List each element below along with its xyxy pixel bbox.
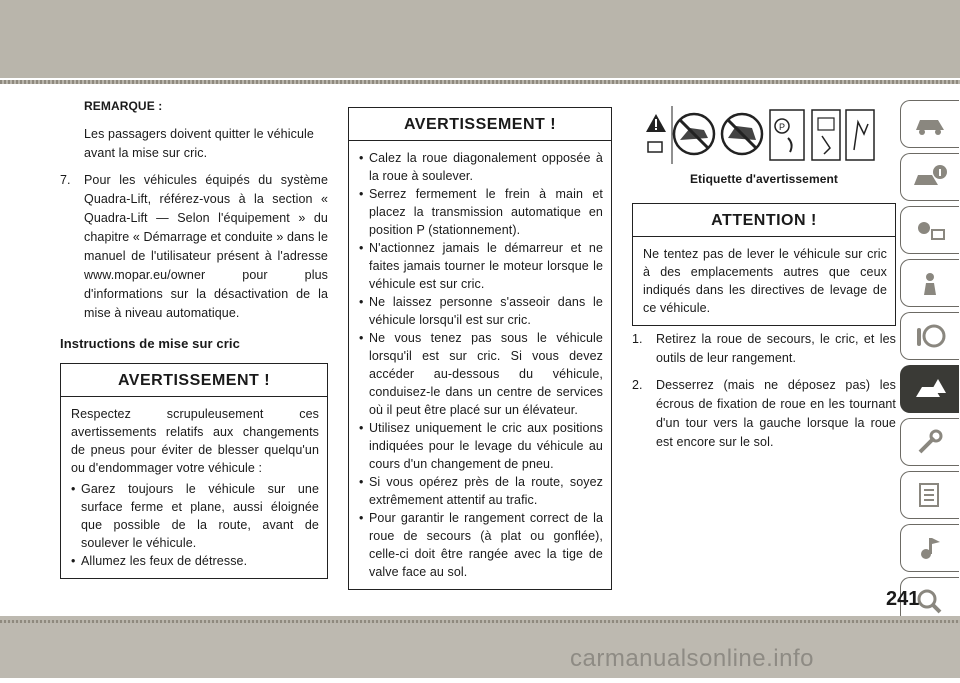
tab-car-info[interactable] [900,153,959,201]
warning-bullets [71,480,319,570]
step-text: Retirez la roue de secours, le cric, et les outils de leur rangement. [656,332,896,365]
tab-safety[interactable] [900,259,959,307]
warning-title: AVERTISSEMENT ! [61,364,327,397]
top-band [0,0,960,78]
page-number: 241 [886,588,920,610]
step-number: 2. [632,378,643,392]
bullet-item: • Calez la roue diagonalement opposée à la roue à soulever. [359,151,603,183]
bullet-item: • Ne vous tenez pas sous le véhicule lorsqu'il est sur cric. Si vous devez accéder au-dessous du véhicule, conduisez-le dans un centre de services où il peut être placé sur un élévateur. [359,331,603,417]
bullet-item: • Allumez les feux de détresse. [71,554,248,568]
warning-intro: Respectez scrupuleusement ces avertissements relatifs aux changements de pneus pour éviter de blesser quelqu'un ou d'endommager votre véhicule : [71,407,319,475]
tab-warning-lights[interactable] [900,206,959,254]
top-stripe [0,80,960,84]
warning-box-middle [348,107,612,590]
warning-body [349,141,611,589]
tab-steering-wheel[interactable] [900,312,959,360]
left-column [60,97,328,579]
specifications-icon [912,481,948,509]
bullet-item: • Ne laissez personne s'asseoir dans le véhicule lorsqu'il est sur cric. [359,295,603,327]
bullet-item: • N'actionnez jamais le démarreur et ne faites jamais tourner le moteur lorsque le véhicule est sur cric. [359,241,603,291]
warning-box-left [60,363,328,579]
tab-car-overview[interactable] [900,100,959,148]
section-heading: Instructions de mise sur cric [60,336,240,351]
tab-specifications[interactable] [900,471,959,519]
warning-title: AVERTISSEMENT ! [349,108,611,141]
watermark: carmanualsonline.info [570,645,814,672]
warning-label-pictograms [642,104,878,166]
bottom-band [0,616,960,678]
bullet-item: • Pour garantir le rangement correct de la roue de secours (à plat ou gonflée), celle-ci doit être rangée avec la tige de valve face au sol. [359,511,603,579]
middle-column [348,107,612,590]
safety-icon [912,269,948,297]
attention-box [632,203,896,326]
warning-body [61,397,327,578]
car-info-icon [912,163,948,191]
attention-body: Ne tentez pas de lever le véhicule sur cric à des emplacements autres que ceux indiqués dans les directives de levage de ce véhicule. [643,247,887,315]
warning-label-image [642,104,878,166]
bullet-item: • Si vous opérez près de la route, soyez extrêmement attentif au trafic. [359,475,603,507]
emergency-icon [912,375,948,403]
bullet-item: • Serrez fermement le frein à main et placez la transmission automatique en position P (stationnement). [359,187,603,237]
step-number: 7. [60,173,71,187]
warning-lights-icon [912,216,948,244]
tab-maintenance[interactable] [900,418,959,466]
step-7 [60,171,328,323]
right-column [632,104,896,452]
bullet-item: • Utilisez uniquement le cric aux positions indiquées pour le levage du véhicule au cours d'un changement de pneu. [359,421,603,471]
step-2 [632,376,896,452]
tab-emergency[interactable] [900,365,959,413]
multimedia-icon [912,534,948,562]
tab-multimedia[interactable] [900,524,959,572]
steering-wheel-icon [912,322,948,350]
car-overview-icon [912,110,948,138]
step-text: Desserrez (mais ne déposez pas) les écrous de fixation de roue en les tournant d'un tour vers la gauche lorsque la roue est encore sur le sol. [656,378,896,449]
bottom-stripe [0,620,960,623]
step-number: 1. [632,332,643,346]
wrench-icon [912,428,948,456]
step-1 [632,330,896,368]
step-text: Pour les véhicules équipés du système Quadra-Lift, référez-vous à la section « Quadra-Lift — Selon l'équipement » du chapitre « Démarrage et conduite » dans le manuel de l'utilisateur présent à l'adresse www.mopar.eu/owner pour plus d'informations sur la désactivation de la mise à niveau automatique. [84,173,328,320]
note-label: REMARQUE : [84,99,163,113]
bullet-item: • Garez toujours le véhicule sur une surface ferme et plane, aussi éloignée que possible de la route, avant de soulever le véhicule. [71,482,319,550]
attention-title: ATTENTION ! [633,204,895,237]
image-caption: Etiquette d'avertissement [689,172,839,186]
svg-text:P: P [779,122,786,132]
note-text: Les passagers doivent quitter le véhicule avant la mise sur cric. [84,127,314,160]
